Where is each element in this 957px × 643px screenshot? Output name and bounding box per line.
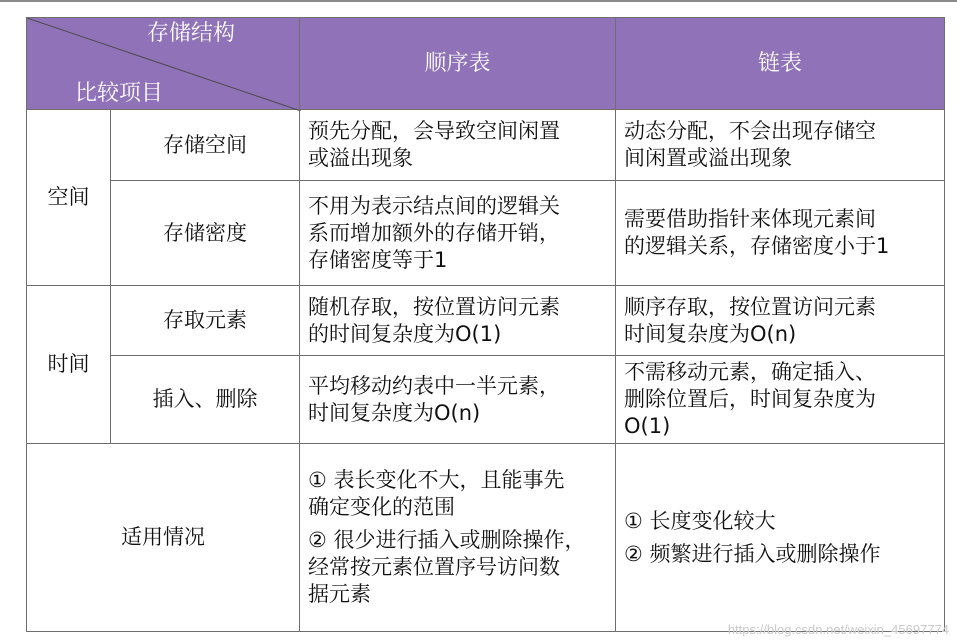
cell-applicable-seq xyxy=(300,444,616,632)
text-line: 或溢出现象 xyxy=(308,146,413,170)
text-line: 动态分配，不会出现存储空 xyxy=(624,119,876,143)
cell-access-seq xyxy=(300,286,616,356)
group-time-label: 时间 xyxy=(47,352,90,376)
row-label-applicable xyxy=(26,444,300,632)
header-linked-label: 链表 xyxy=(757,51,802,76)
text-line: 的逻辑关系，存储密度小于1 xyxy=(624,234,890,258)
text-line: 不用为表示结点间的逻辑关 xyxy=(308,193,560,218)
cell-storage-density-link xyxy=(616,181,945,286)
watermark: https://blog.csdn.net/weixin_45697774 xyxy=(727,622,949,637)
access-label: 存取元素 xyxy=(163,308,247,332)
text-line: ① 表长变化不大，且能事先 xyxy=(308,468,565,492)
header-compare-item: 比较项目 xyxy=(75,81,164,106)
cell-storage-space-seq xyxy=(300,110,616,181)
text-line: 的时间复杂度为O(1) xyxy=(308,321,502,346)
cell-applicable-link xyxy=(616,444,945,632)
row-label-storage-space xyxy=(111,110,300,181)
group-space-label: 空间 xyxy=(47,185,90,209)
text-line: 随机存取，按位置访问元素 xyxy=(308,294,560,319)
text-line: 顺序存取，按位置访问元素 xyxy=(624,294,876,319)
text-line: 需要借助指针来体现元素间 xyxy=(624,207,876,231)
text-line: ② 频繁进行插入或删除操作 xyxy=(624,541,881,566)
text-line: 时间复杂度为O(n) xyxy=(308,400,481,425)
text-line: 不需移动元素，确定插入、 xyxy=(624,360,876,384)
header-corner-cell xyxy=(26,17,300,110)
text-line: 删除位置后，时间复杂度为 xyxy=(624,387,876,411)
cell-access-link xyxy=(616,286,945,356)
group-time xyxy=(26,286,111,444)
text-line: O(1) xyxy=(624,414,671,438)
cell-insert-delete-seq xyxy=(300,356,616,444)
header-linked xyxy=(616,17,945,110)
text-line: 确定变化的范围 xyxy=(308,495,455,519)
text-line: 存储密度等于1 xyxy=(308,247,448,272)
text-line: 据元素 xyxy=(308,582,371,606)
text-line: 预先分配，会导致空间闲置 xyxy=(308,119,560,143)
text-line: 间闲置或溢出现象 xyxy=(624,146,792,170)
group-space xyxy=(26,110,111,286)
header-storage-structure: 存储结构 xyxy=(147,21,236,46)
applicable-label: 适用情况 xyxy=(121,525,205,549)
row-label-storage-density xyxy=(111,181,300,286)
header-sequential xyxy=(300,17,616,110)
text-line: 平均移动约表中一半元素， xyxy=(308,373,560,398)
cell-insert-delete-link xyxy=(616,356,945,444)
text-line: 时间复杂度为O(n) xyxy=(624,321,797,346)
storage-space-label: 存储空间 xyxy=(163,132,247,157)
cell-storage-space-link xyxy=(616,110,945,181)
row-label-access xyxy=(111,286,300,356)
storage-density-label: 存储密度 xyxy=(163,220,247,245)
text-line: 经常按元素位置序号访问数 xyxy=(308,555,560,579)
cell-storage-density-seq xyxy=(300,181,616,286)
text-line: 系而增加额外的存储开销， xyxy=(308,220,560,245)
header-sequential-label: 顺序表 xyxy=(424,51,491,76)
row-label-insert-delete xyxy=(111,356,300,444)
text-line: ② 很少进行插入或删除操作， xyxy=(308,528,586,552)
insert-delete-label: 插入、删除 xyxy=(152,387,258,411)
text-line: ① 长度变化较大 xyxy=(624,508,776,533)
